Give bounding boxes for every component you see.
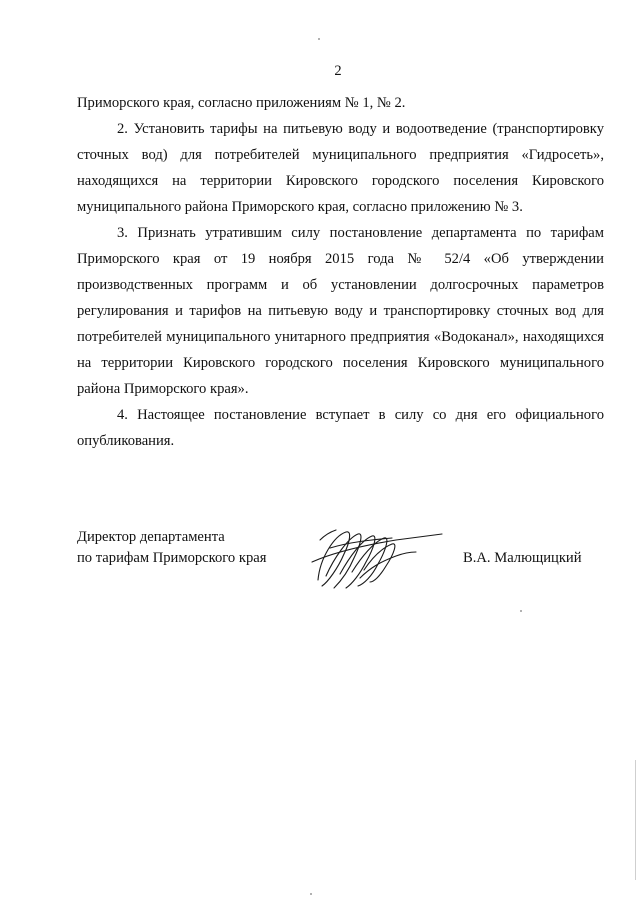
scan-speck xyxy=(310,893,312,895)
paragraph-item-4: 4. Настоящее постановление вступает в силу со дня его официального опубликования. xyxy=(77,407,604,449)
signatory-position-line-1: Директор департамента xyxy=(77,529,225,545)
signatory-position-line-2: по тарифам Приморского края xyxy=(77,550,267,566)
paragraph-continuation: Приморского края, согласно приложениям № 1, № 2. xyxy=(77,95,406,111)
handwritten-signature xyxy=(300,518,450,598)
scan-speck xyxy=(520,610,522,612)
paragraph-item-2: 2. Установить тарифы на питьевую воду и водоотведение (транспортировку сточных вод) для потребителей муниципального предприятия «Гидросеть», находящихся на территории Кировского городского поселения Кировского муниципального района Приморского края, согласно приложению № 3. xyxy=(77,121,604,215)
signatory-name: В.А. Малющицкий xyxy=(463,550,582,566)
scan-edge-mark xyxy=(635,760,636,880)
paragraph-item-3: 3. Признать утратившим силу постановление департамента по тарифам Приморского края от 19 ноября 2015 года № 52/4 «Об утверждении производственных программ и об установлении долгосрочных параметров регулирования и тарифов на питьевую воду и транспортировку сточных вод для потребителей муниципального унитарного предприятия «Водоканал», находящихся на территории Кировского городского поселения Кировского муниципального района Приморского края». xyxy=(77,225,604,397)
scan-speck xyxy=(318,38,320,40)
document-body xyxy=(77,90,604,454)
signatory-position xyxy=(77,527,266,569)
page-number: 2 xyxy=(334,63,342,79)
